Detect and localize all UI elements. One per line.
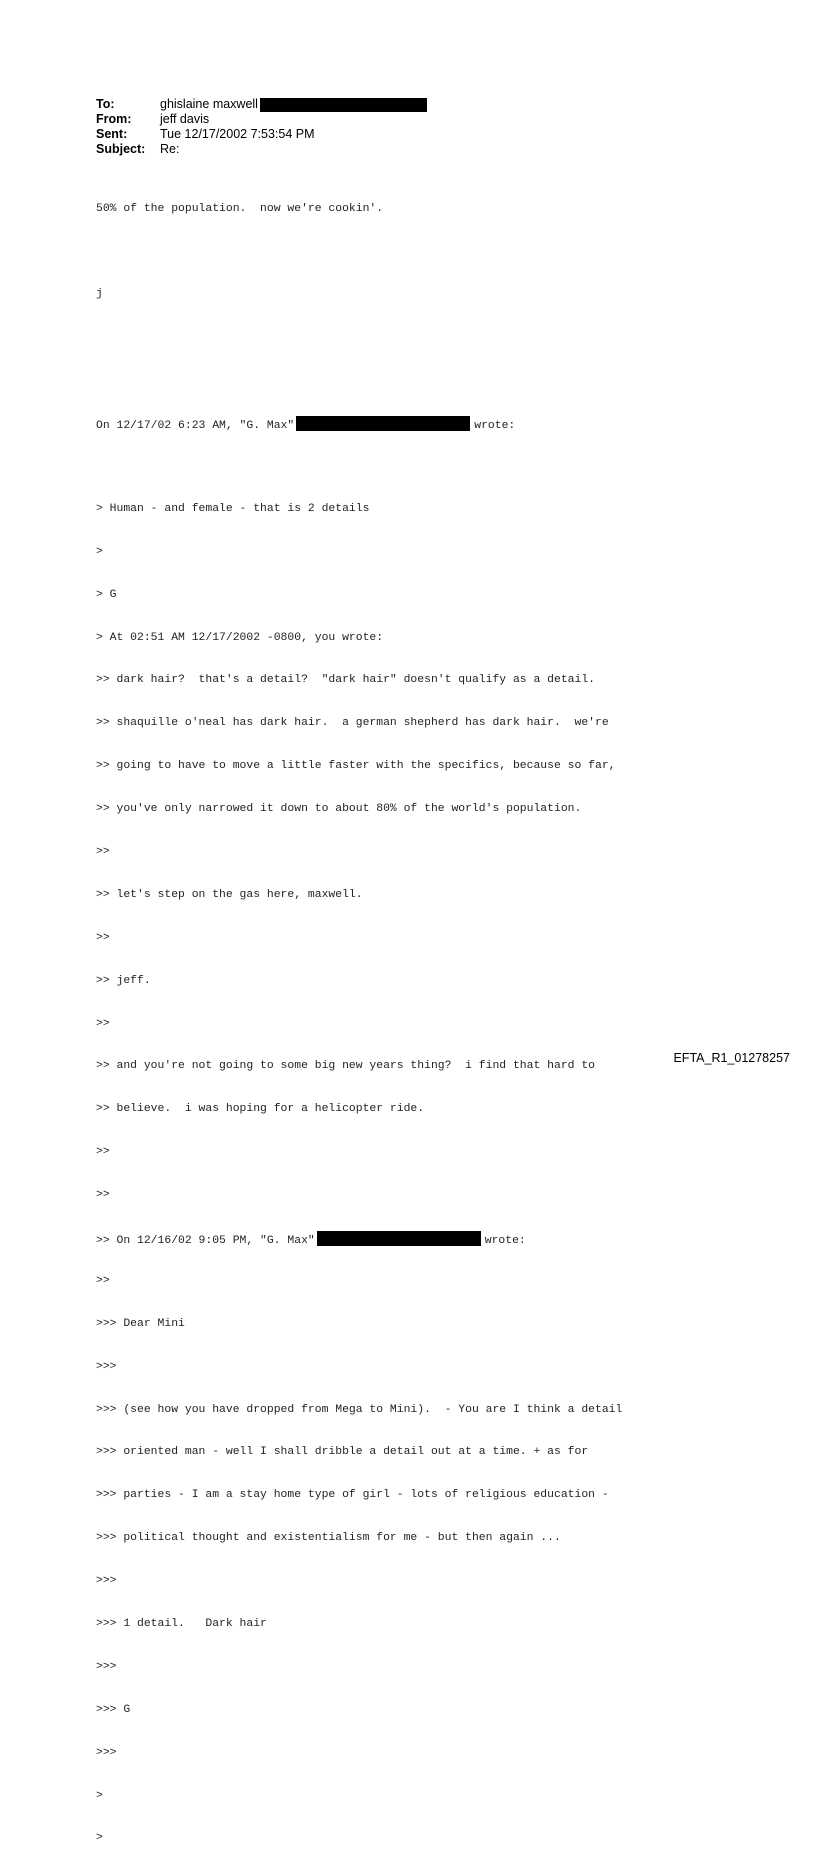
body-line <box>96 244 622 258</box>
body-line: >>> Dear Mini <box>96 1317 185 1330</box>
body-line: >>> political thought and existentialism for me - but then again ... <box>96 1532 561 1545</box>
body-line: >> <box>96 1189 110 1202</box>
body-line: > <box>96 1789 103 1802</box>
body-line: >>> <box>96 1746 117 1759</box>
body-line: >>> 1 detail. Dark hair <box>96 1617 267 1630</box>
body-line <box>96 459 622 473</box>
body-line: >> <box>96 1017 110 1030</box>
to-label: To: <box>96 97 115 111</box>
body-line: j <box>96 288 103 301</box>
subject-label: Subject: <box>96 142 146 156</box>
body-line: 50% of the population. now we're cookin'. <box>96 202 384 215</box>
body-line: >> <box>96 1146 110 1159</box>
sent-value: Tue 12/17/2002 7:53:54 PM <box>160 127 315 141</box>
body-line: >> <box>96 1274 110 1287</box>
redaction-box <box>296 416 470 431</box>
body-line: > <box>96 1832 103 1845</box>
attribution-text: >> On 12/16/02 9:05 PM, "G. Max" <box>96 1234 315 1247</box>
body-line <box>96 373 622 387</box>
from-label: From: <box>96 112 132 126</box>
attribution-suffix: wrote: <box>484 1234 526 1247</box>
quote-attribution-line <box>96 416 622 433</box>
sent-label: Sent: <box>96 127 128 141</box>
subject-row <box>96 142 427 157</box>
email-header <box>96 97 427 157</box>
body-line: >> jeff. <box>96 974 151 987</box>
body-line: >>> parties - I am a stay home type of girl - lots of religious education - <box>96 1489 609 1502</box>
body-line: >>> <box>96 1660 117 1673</box>
document-id: EFTA_R1_01278257 <box>673 1051 790 1065</box>
body-line: >>> G <box>96 1703 131 1716</box>
body-line: >> believe. i was hoping for a helicopter ride. <box>96 1103 425 1116</box>
to-row <box>96 97 427 112</box>
body-line: > Human - and female - that is 2 details <box>96 502 370 515</box>
body-line: >> <box>96 931 110 944</box>
body-line <box>96 330 622 344</box>
body-line: > G <box>96 588 117 601</box>
redaction-box <box>317 1231 481 1246</box>
from-value: jeff davis <box>160 112 210 126</box>
redaction-box <box>260 98 427 112</box>
body-line: > At 02:51 AM 12/17/2002 -0800, you wrote: <box>96 631 384 644</box>
to-value: ghislaine maxwell <box>160 97 258 111</box>
from-row <box>96 112 427 127</box>
body-line: >>> <box>96 1360 117 1373</box>
body-line: > <box>96 545 103 558</box>
email-body <box>96 173 622 1874</box>
quote-attribution-line <box>96 1231 622 1245</box>
body-line: >> let's step on the gas here, maxwell. <box>96 888 363 901</box>
attribution-suffix: wrote: <box>474 420 516 433</box>
subject-value: Re: <box>160 142 180 156</box>
body-line: >> <box>96 845 110 858</box>
body-line: >>> <box>96 1575 117 1588</box>
body-line: >>> (see how you have dropped from Mega to Mini). - You are I think a detail <box>96 1403 623 1416</box>
attribution-text: On 12/17/02 6:23 AM, "G. Max" <box>96 420 295 433</box>
sent-row <box>96 127 427 142</box>
body-line: >>> oriented man - well I shall dribble a detail out at a time. + as for <box>96 1446 589 1459</box>
body-line: >> going to have to move a little faster with the specifics, because so far, <box>96 760 616 773</box>
body-line: >> you've only narrowed it down to about 80% of the world's population. <box>96 803 582 816</box>
body-line: >> dark hair? that's a detail? "dark hair" doesn't qualify as a detail. <box>96 674 595 687</box>
body-line: >> and you're not going to some big new years thing? i find that hard to <box>96 1060 595 1073</box>
body-line: >> shaquille o'neal has dark hair. a german shepherd has dark hair. we're <box>96 717 609 730</box>
